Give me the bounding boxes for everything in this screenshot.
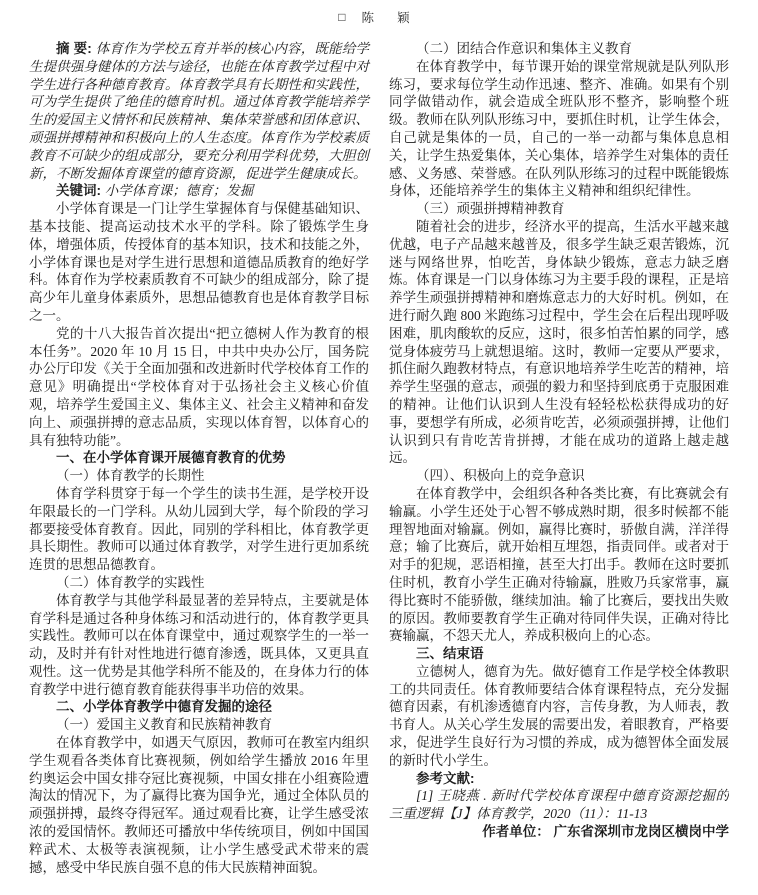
body-paragraph: 小学体育课是一门让学生掌握体育与保健基础知识、基本技能、提高运动技术水平的学科。除了锻炼学生身体，增强体质，传授体育的基本知识，技术和技能之外，小学体育课也是对学生进行思想和道德品质教育的绝好学科。体育作为学校素质教育不可缺少的组成部分，除了提高少年儿童身体素质外，思想品德教育也是体育教学目标之一。 xyxy=(29,201,369,323)
subsection-heading: （三）顽强拼搏精神教育 xyxy=(416,201,565,217)
abstract-paragraph-text: 体育作为学校五育并举的核心内容，既能给学生提供强身健体的方法与途径，也能在体育教学过程中对学生进行各种德育教育。体育教学具有长期性和实践性，可为学生提供了绝佳的德育时机。通过体育教学能培养学生的爱国主义情怀和民族精神、集体荣誉感和团体意识、顽强拼搏精神和积极向上的人生态度。体育作为学校素质教育不可缺少的组成部分，要充分利用学科优势，大胆创新，不断发掘体育课堂的德育资源，促进学生健康成长。 xyxy=(29,41,370,181)
body-paragraph: 在体育教学中，会组织各种各类比赛，有比赛就会有输赢。小学生还处于心智不够成熟时期，很多时候都不能理智地面对输赢。例如，赢得比赛时，骄傲自满，洋洋得意；输了比赛后，就开始相互埋怨，指责同伴。或者对于对手的犯规，恶语相撞，甚至大打出手。教师在这时要抓住时机，教育小学生正确对待输赢，胜败乃兵家常事，赢得比赛时不能骄傲，继续加油。输了比赛后，要找出失败的原因。教师要教育学生正确对待同伴失误，正确对待比赛输赢，不怨天尤人，养成积极向上的心态。 xyxy=(389,485,729,644)
article-body xyxy=(29,40,729,888)
keywords-line-text: 小学体育课；德育；发掘 xyxy=(104,183,254,199)
keywords-line-label: 关键词: xyxy=(56,183,105,199)
section-heading: 二、小学体育教学中德育发掘的途径 xyxy=(56,699,272,715)
subsection-heading: （二）体育教学的实践性 xyxy=(56,574,205,590)
reference-item: [1] 王晓燕 . 新时代学校体育课程中德育资源挖掘的三重逻辑【J】体育教学，2020（11）：11-13 xyxy=(389,788,729,822)
subsection-heading: （一）体育教学的长期性 xyxy=(56,468,205,484)
subsection-heading: （二）团结合作意识和集体主义教育 xyxy=(416,41,632,56)
page-header xyxy=(0,0,758,26)
section-heading: 三、结束语 xyxy=(416,646,484,662)
author-box-glyph: □ xyxy=(338,10,348,24)
references-label: 参考文献: xyxy=(416,770,475,786)
body-paragraph: 在体育教学中，如遇天气原因，教师可在教室内组织学生观看各类体育比赛视频，例如给学生播放 2016 年里约奥运会中国女排夺冠比赛视频，中国女排在小组赛险遭淘汰的情况下，为了赢得比赛为国争光，通过全体队员的顽强拼搏，最终夺得冠军。通过观看比赛，让学生感受浓浓的爱国情怀。教师还可播放中华传统项目，例如中国国粹武术、太极等表演视频，让小学生感受武术带来的震撼，感受中华民族自强不息的伟大民族精神面貌。 xyxy=(29,735,369,875)
body-paragraph: 党的十八大报告首次提出“把立德树人作为教育的根本任务”。2020 年 10 月 15 日，中共中央办公厅，国务院办公厅印发《关于全面加强和改进新时代学校体育工作的意见》明确提出“学校体育对于弘扬社会主义核心价值观，培养学生爱国主义、集体主义、社会主义精神和奋发向上、顽强拼搏的意志品质，实现以体育智，以体育心的具有独特功能”。 xyxy=(29,325,369,448)
body-paragraph: 在体育教学中，每节课开始的课堂常规就是队列队形练习，要求每位学生动作迅速、整齐、准确。如果有个别同学做错动作，就会造成全班队形不整齐，影响整个班级。教师在队列队形练习中，要抓住时机，让学生体会，自己就是集体的一员，自己的一举一动都与集体息息相关，让学生热爱集体，关心集体，培养学生对集体的责任感、义务感、荣誉感。在队列队形练习的过程中既能锻炼身体，还能培养学生的集体主义精神和组织纪律性。 xyxy=(389,58,729,199)
author-name: 陈 颖 xyxy=(361,11,420,25)
subsection-heading: （四）、积极向上的竞争意识 xyxy=(416,468,585,484)
abstract-paragraph xyxy=(29,40,369,182)
body-paragraph: 随着社会的进步，经济水平的提高，生活水平越来越优越，电子产品越来越普及，很多学生缺乏艰苦锻炼，沉迷与网络世界，怕吃苦，身体缺少锻炼，意志力缺乏磨炼。体育课是一门以身体练习为主要手段的课程，正是培养学生顽强拼搏精神和磨炼意志力的大好时机。例如，在进行耐久跑 800 米跑练习过程中，学生会在后程出现呼吸困难，肌肉酸软的反应，这时，很多怕苦怕累的同学，感觉身体疲劳马上就想退缩。这时，教师一定要从严要求，抓住耐久跑教材特点，有意识地培养学生吃苦的精神，培养学生坚强的意志，顽强的毅力和坚持到底勇于克服困难的精神。让他们认识到人生没有轻轻松松获得成功的好事，要想学有所成，必须肯吃苦，必须顽强拼搏，让他们认识到只有肯吃苦肯拼搏，才能在成功的道路上越走越远。 xyxy=(389,218,729,466)
subsection-heading: （一）爱国主义教育和民族精神教育 xyxy=(56,717,272,733)
abstract-paragraph-label: 摘 要: xyxy=(56,41,96,56)
section-heading: 一、在小学体育课开展德育教育的优势 xyxy=(56,450,286,466)
keywords-line xyxy=(29,182,369,200)
body-paragraph: 立德树人，德育为先。做好德育工作是学校全体教职工的共同责任。体育教师要结合体育课程特点，充分发掘德育因素，有机渗透德育内容，言传身教，为人师表，教书育人。从关心学生发展的需要出发，着眼教育，严格要求，促进学生良好行为习惯的养成，成为德智体全面发展的新时代小学生。 xyxy=(389,663,729,768)
body-paragraph: 体育学科贯穿于每一个学生的读书生涯，是学校开设年限最长的一门学科。从幼儿园到大学，每个阶段的学习都要接受体育教育。因此，同别的学科相比，体育教学更具长期性。教师可以通过体育教学，对学生进行更加系统连贯的思想品德教育。 xyxy=(29,485,369,573)
body-paragraph: 体育教学与其他学科最显著的差异特点，主要就是体育学科是通过各种身体练习和活动进行的，体育教学更具实践性。教师可以在体育课堂中，通过观察学生的一举一动，及时并有针对性地进行德育渗透，既具体，又更具直观性。这一优势是其他学科所不能及的，在身体力行的体育教学中进行德育教育能获得事半功倍的效果。 xyxy=(29,592,369,697)
author-affiliation: 作者单位： 广东省深圳市龙岗区横岗中学 xyxy=(482,824,729,840)
